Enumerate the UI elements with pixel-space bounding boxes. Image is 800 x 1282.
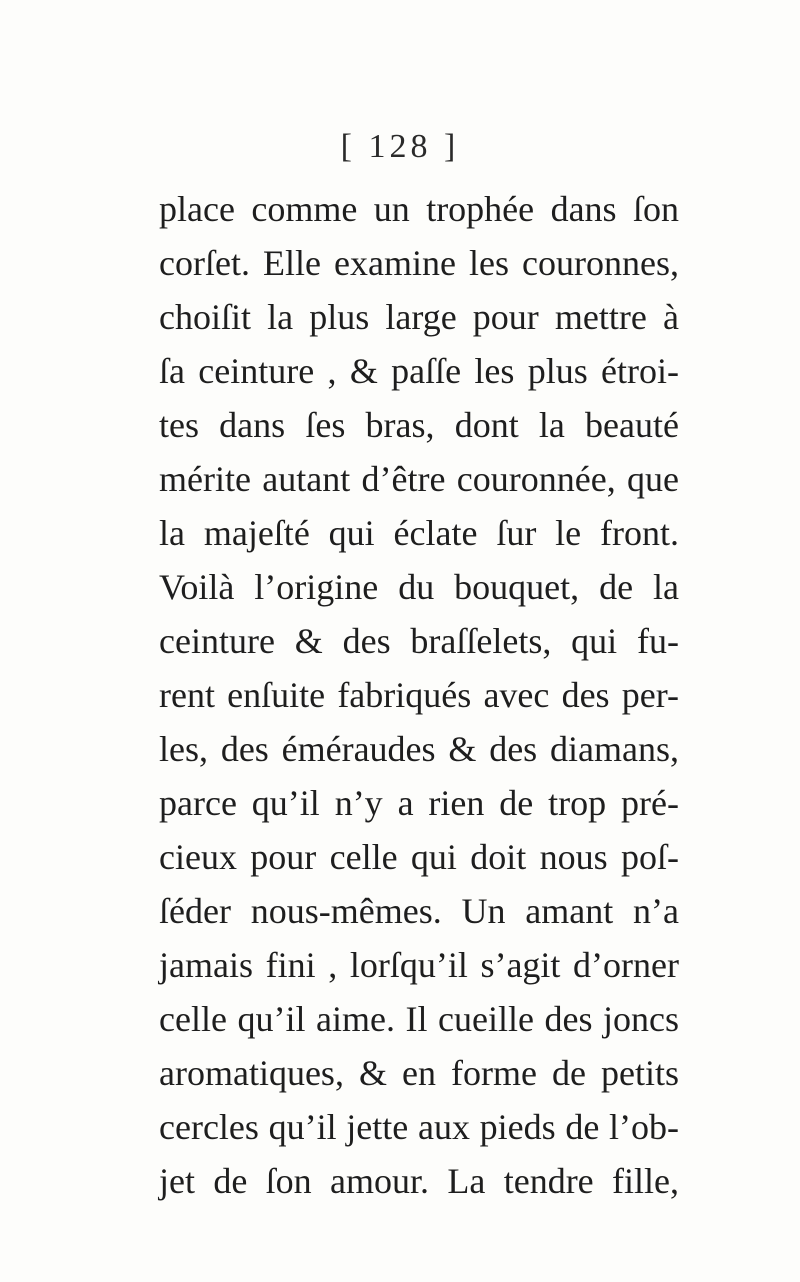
body-text <box>159 182 679 1208</box>
text-line: tes dans ſes bras, dont la beauté <box>159 405 679 445</box>
text-line: parce qu’il n’y a rien de trop pré- <box>159 783 679 823</box>
text-line: Voilà l’origine du bouquet, de la <box>159 567 679 607</box>
text-line: corſet. Elle examine les couronnes, <box>159 243 679 283</box>
text-line: jamais fini , lorſqu’il s’agit d’orner <box>159 945 679 985</box>
text-line: ſa ceinture , & paſſe les plus étroi- <box>159 351 679 391</box>
text-line: la majeſté qui éclate ſur le front. <box>159 513 679 553</box>
text-line: ceinture & des braſſelets, qui fu- <box>159 621 679 661</box>
text-line: cercles qu’il jette aux pieds de l’ob- <box>159 1107 679 1147</box>
text-line: cieux pour celle qui doit nous poſ- <box>159 837 679 877</box>
text-line: rent enſuite fabriqués avec des per- <box>159 675 679 715</box>
page-number: [ 128 ] <box>340 128 460 165</box>
text-line: celle qu’il aime. Il cueille des joncs <box>159 999 679 1039</box>
text-line: place comme un trophée dans ſon <box>159 189 679 229</box>
text-line: aromatiques, & en forme de petits <box>159 1053 679 1093</box>
text-line: ſéder nous-mêmes. Un amant n’a <box>159 891 679 931</box>
text-line: choiſit la plus large pour mettre à <box>159 297 679 337</box>
text-line: les, des éméraudes & des diamans, <box>159 729 679 769</box>
text-line: jet de ſon amour. La tendre fille, <box>159 1161 679 1201</box>
text-line: mérite autant d’être couronnée, que <box>159 459 679 499</box>
